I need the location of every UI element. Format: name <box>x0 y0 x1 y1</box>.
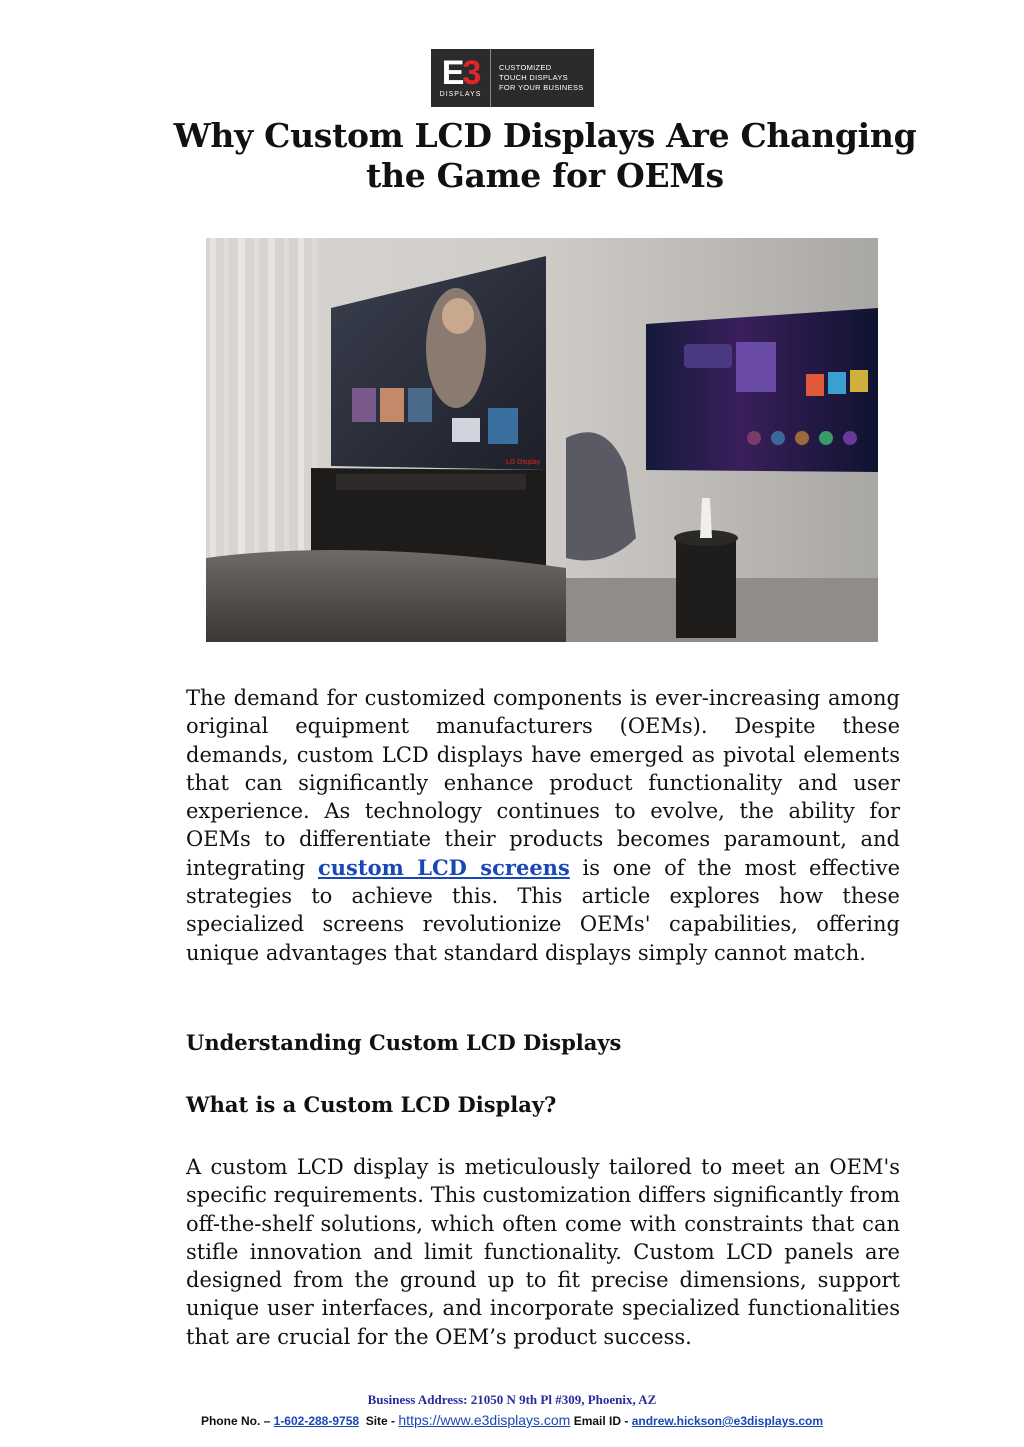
subsection-heading-what-is: What is a Custom LCD Display? <box>186 1092 557 1117</box>
site-link[interactable]: https://www.e3displays.com <box>398 1412 571 1428</box>
email-link[interactable]: andrew.hickson@e3displays.com <box>631 1414 824 1428</box>
definition-paragraph: A custom LCD display is meticulously tailored to meet an OEM's specific requirements. This customization differs significantly from off-the-shelf solutions, which often come with constraints that can stifle innovation and limit functionality. Custom LCD panels are designed from the ground up to fit precise dimensions, support unique user interfaces, and incorporate specialized functionalities that are crucial for the OEM’s product success. <box>186 1155 900 1349</box>
phone-link[interactable]: 1-602-288-9758 <box>273 1414 360 1428</box>
logo-letter-e: E <box>441 54 463 92</box>
business-address: Business Address: 21050 N 9th Pl #309, Phoenix, AZ <box>367 1392 657 1407</box>
logo-tagline-line3: FOR YOUR BUSINESS <box>499 83 584 92</box>
article-title <box>150 116 940 196</box>
article-title-line2: the Game for OEMs <box>366 156 724 195</box>
company-logo <box>431 49 594 107</box>
screen-brand-label: LG Display <box>506 459 541 466</box>
logo-subtext: DISPLAYS <box>439 91 482 98</box>
intro-text-before-link: The demand for customized components is ever-increasing among original equipment manufacturers (OEMs). Despite these demands, custom LCD displays have emerged as pivotal elements that can significantly enhance product functionality and user experience. As technology continues to evolve, the ability for OEMs to differentiate their products becomes paramount, and integrating <box>186 686 900 880</box>
logo-mark <box>431 49 491 107</box>
site-label: Site - <box>365 1414 399 1428</box>
logo-tagline-line1: CUSTOMIZED <box>499 63 552 72</box>
intro-paragraph <box>186 684 900 967</box>
logo-tagline <box>491 63 584 93</box>
hero-image <box>206 238 878 642</box>
email-label: Email ID - <box>573 1414 632 1428</box>
logo-digit-3: 3 <box>462 54 480 92</box>
contact-line <box>0 1412 1024 1428</box>
article-title-line1: Why Custom LCD Displays Are Changing <box>173 116 917 155</box>
logo-tagline-line2: TOUCH DISPLAYS <box>499 73 568 82</box>
section-heading-understanding: Understanding Custom LCD Displays <box>186 1030 622 1055</box>
intro-text-after-link: is one of the most effective strategies to achieve this. This article explores how these specialized screens revolutionize OEMs' capabilities, offering unique advantages that standard displays simply cannot match. <box>186 855 900 965</box>
custom-lcd-screens-link[interactable]: custom LCD screens <box>318 854 570 880</box>
phone-label: Phone No. – <box>200 1414 274 1428</box>
